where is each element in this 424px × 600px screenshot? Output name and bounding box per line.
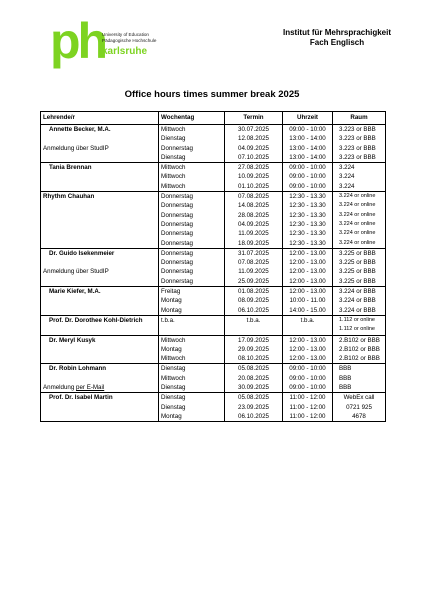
- room-cell: 3.223 or BBB: [333, 153, 386, 163]
- table-row: [41, 201, 386, 210]
- date-cell: 08.10.2025: [225, 354, 283, 364]
- date-cell: 20.08.2025: [225, 374, 283, 383]
- registration-note: [41, 383, 159, 393]
- time-cell: 14:00 - 15.00: [283, 306, 333, 316]
- room-cell: 2.B102 or BBB: [333, 335, 386, 345]
- table-row: [41, 306, 386, 316]
- column-header-lecturer: Lehrende/r: [41, 112, 159, 125]
- email-link[interactable]: per E-Mail: [76, 384, 105, 392]
- room-cell: 3.224: [333, 172, 386, 181]
- date-cell: 23.09.2025: [225, 403, 283, 412]
- table-row: [41, 287, 386, 297]
- room-cell: 3.225 or BBB: [333, 267, 386, 276]
- table-row: [41, 335, 386, 345]
- lecturer-cell-empty: [41, 182, 159, 192]
- weekday-cell: t.b.a.: [159, 315, 225, 325]
- table-row: [41, 239, 386, 249]
- lecturer-cell-empty: [41, 412, 159, 422]
- room-cell: 3.224 or online: [333, 192, 386, 202]
- lecturer-cell-empty: [41, 306, 159, 316]
- weekday-cell: Montag: [159, 306, 225, 316]
- university-logo[interactable]: [50, 13, 160, 72]
- time-cell: 12:30 - 13.30: [283, 211, 333, 220]
- office-hours-table: [40, 111, 386, 422]
- table-row: [41, 248, 386, 258]
- table-row: [41, 211, 386, 220]
- time-cell: 09:00 - 10:00: [283, 172, 333, 181]
- table-row: [41, 267, 386, 276]
- room-cell: 3.225 or BBB: [333, 258, 386, 267]
- weekday-cell: Mittwoch: [159, 354, 225, 364]
- lecturer-name: Dr. Robin Lohmann: [41, 364, 159, 374]
- table-row: [41, 277, 386, 287]
- weekday-cell: Dienstag: [159, 364, 225, 374]
- time-cell: 11:00 - 12:00: [283, 412, 333, 422]
- date-cell: 29.09.2025: [225, 345, 283, 354]
- room-cell: 3.224: [333, 182, 386, 192]
- table-row: [41, 172, 386, 181]
- date-cell: 05.08.2025: [225, 393, 283, 403]
- date-cell: 14.08.2025: [225, 201, 283, 210]
- table-row: [41, 258, 386, 267]
- time-cell: 13:00 - 14:00: [283, 134, 333, 143]
- time-cell: 13:00 - 14:00: [283, 144, 333, 153]
- time-cell: 12:00 - 13.00: [283, 345, 333, 354]
- table-row: [41, 229, 386, 238]
- lecturer-name: Tania Brennan: [41, 163, 159, 173]
- time-cell: 09:00 - 10:00: [283, 163, 333, 173]
- weekday-cell: Donnerstag: [159, 201, 225, 210]
- time-cell: 12:30 - 13.30: [283, 220, 333, 229]
- time-cell: 09:00 - 10:00: [283, 364, 333, 374]
- weekday-cell: Donnerstag: [159, 220, 225, 229]
- room-cell: 3.224 or BBB: [333, 296, 386, 305]
- table-row: [41, 374, 386, 383]
- date-cell: 18.09.2025: [225, 239, 283, 249]
- lecturer-cell-empty: [41, 220, 159, 229]
- lecturer-cell-empty: [41, 211, 159, 220]
- date-cell: 07.08.2025: [225, 192, 283, 202]
- room-cell: 3.224 or online: [333, 229, 386, 238]
- date-cell: 05.08.2025: [225, 364, 283, 374]
- weekday-cell: Montag: [159, 345, 225, 354]
- room-cell: 3.224 or BBB: [333, 287, 386, 297]
- weekday-cell: Mittwoch: [159, 163, 225, 173]
- column-header-room: Raum: [333, 112, 386, 125]
- lecturer-cell-empty: [41, 325, 159, 335]
- date-cell: 27.08.2025: [225, 163, 283, 173]
- date-cell: 07.10.2025: [225, 153, 283, 163]
- room-cell: 1.112 or online: [333, 325, 386, 335]
- date-cell: 01.08.2025: [225, 287, 283, 297]
- date-cell: 28.08.2025: [225, 211, 283, 220]
- lecturer-cell-empty: [41, 296, 159, 305]
- date-cell: 04.09.2025: [225, 144, 283, 153]
- time-cell: 12:30 - 13.30: [283, 192, 333, 202]
- lecturer-cell-empty: [41, 172, 159, 181]
- lecturer-cell-empty: [41, 374, 159, 383]
- room-cell: 3.224 or online: [333, 211, 386, 220]
- table-row: [41, 412, 386, 422]
- room-cell: 2.B102 or BBB: [333, 354, 386, 364]
- date-cell: 25.09.2025: [225, 277, 283, 287]
- date-cell: 06.10.2025: [225, 306, 283, 316]
- table-row: [41, 125, 386, 135]
- table-row: [41, 153, 386, 163]
- room-cell: 2.B102 or BBB: [333, 345, 386, 354]
- room-cell: 1.112 or online: [333, 315, 386, 325]
- time-cell: 09:00 - 10:00: [283, 125, 333, 135]
- time-cell: 09:00 - 10:00: [283, 374, 333, 383]
- logo-city: karlsruhe: [102, 46, 148, 57]
- time-cell: 13:00 - 14:00: [283, 153, 333, 163]
- weekday-cell: Donnerstag: [159, 211, 225, 220]
- date-cell: 04.09.2025: [225, 220, 283, 229]
- weekday-cell: [159, 325, 225, 335]
- time-cell: 12:00 - 13.00: [283, 258, 333, 267]
- room-cell: BBB: [333, 383, 386, 393]
- time-cell: 12:30 - 13.30: [283, 201, 333, 210]
- room-cell: 4678: [333, 412, 386, 422]
- room-cell: BBB: [333, 364, 386, 374]
- date-cell: 08.09.2025: [225, 296, 283, 305]
- time-cell: 12:00 - 13.00: [283, 277, 333, 287]
- time-cell: 11:00 - 12:00: [283, 393, 333, 403]
- lecturer-cell-empty: [41, 354, 159, 364]
- time-cell: 12:30 - 13.30: [283, 239, 333, 249]
- table-row: [41, 364, 386, 374]
- weekday-cell: Donnerstag: [159, 144, 225, 153]
- weekday-cell: Donnerstag: [159, 248, 225, 258]
- time-cell: 12:00 - 13.00: [283, 335, 333, 345]
- weekday-cell: Mittwoch: [159, 374, 225, 383]
- weekday-cell: Freitag: [159, 287, 225, 297]
- lecturer-name: Marie Kiefer, M.A.: [41, 287, 159, 297]
- date-cell: 07.08.2025: [225, 258, 283, 267]
- table-row: [41, 325, 386, 335]
- lecturer-cell-empty: [41, 403, 159, 412]
- weekday-cell: Donnerstag: [159, 229, 225, 238]
- weekday-cell: Montag: [159, 412, 225, 422]
- weekday-cell: Donnerstag: [159, 267, 225, 276]
- weekday-cell: Mittwoch: [159, 182, 225, 192]
- lecturer-cell-empty: [41, 229, 159, 238]
- time-cell: 12:00 - 13.00: [283, 287, 333, 297]
- table-row: [41, 345, 386, 354]
- lecturer-name: Dr. Meryl Kusyk: [41, 335, 159, 345]
- date-cell: 30.09.2025: [225, 383, 283, 393]
- lecturer-name: Prof. Dr. Isabel Martin: [41, 393, 159, 403]
- time-cell: 11:00 - 12:00: [283, 403, 333, 412]
- date-cell: 31.07.2025: [225, 248, 283, 258]
- weekday-cell: Dienstag: [159, 134, 225, 143]
- table-row: [41, 220, 386, 229]
- department-name: Fach Englisch: [309, 38, 365, 47]
- room-cell: 3.225 or BBB: [333, 248, 386, 258]
- time-cell: 12:00 - 13.00: [283, 248, 333, 258]
- table-row: [41, 403, 386, 412]
- room-cell: 3.223 or BBB: [333, 125, 386, 135]
- room-cell: 3.223 or BBB: [333, 144, 386, 153]
- registration-note-prefix: Anmeldung: [43, 384, 77, 392]
- logo-line-1: University of Education: [102, 32, 149, 37]
- time-cell: [283, 325, 333, 335]
- room-cell: 3.224 or online: [333, 239, 386, 249]
- lecturer-cell-empty: [41, 134, 159, 143]
- date-cell: 11.09.2025: [225, 229, 283, 238]
- date-cell: 10.09.2025: [225, 172, 283, 181]
- institute-name: Institut für Mehrsprachigkeit: [282, 28, 391, 37]
- time-cell: 10:00 - 11.00: [283, 296, 333, 305]
- registration-note: Anmeldung über StudIP: [41, 267, 159, 276]
- weekday-cell: Mittwoch: [159, 172, 225, 181]
- table-row: [41, 354, 386, 364]
- column-header-weekday: Wochentag: [159, 112, 225, 125]
- table-row: [41, 383, 386, 393]
- room-cell: 3.224: [333, 163, 386, 173]
- lecturer-cell-empty: [41, 201, 159, 210]
- date-cell: [225, 325, 283, 335]
- room-cell: 0721 925: [333, 403, 386, 412]
- column-header-time: Uhrzeit: [283, 112, 333, 125]
- date-cell: 11.09.2025: [225, 267, 283, 276]
- column-header-date: Termin: [225, 112, 283, 125]
- page-title: Office hours times summer break 2025: [124, 89, 300, 100]
- table-row: [41, 182, 386, 192]
- room-cell: WebEx call: [333, 393, 386, 403]
- time-cell: 09:00 - 10:00: [283, 383, 333, 393]
- logo-mark: ph: [50, 13, 106, 69]
- room-cell: 3.223 or BBB: [333, 134, 386, 143]
- lecturer-name: Dr. Guido Isekenmeier: [41, 248, 159, 258]
- table-row: [41, 393, 386, 403]
- date-cell: t.b.a.: [225, 315, 283, 325]
- time-cell: 09:00 - 10:00: [283, 182, 333, 192]
- date-cell: 12.08.2025: [225, 134, 283, 143]
- time-cell: 12:30 - 13.30: [283, 229, 333, 238]
- room-cell: 3.224 or online: [333, 220, 386, 229]
- lecturer-name: Rhythm Chauhan: [41, 192, 159, 202]
- table-row: [41, 192, 386, 202]
- weekday-cell: Dienstag: [159, 393, 225, 403]
- weekday-cell: Mittwoch: [159, 125, 225, 135]
- time-cell: t.b.a.: [283, 315, 333, 325]
- table-row: [41, 315, 386, 325]
- registration-note: Anmeldung über StudIP: [41, 144, 159, 153]
- institute-heading: [283, 28, 391, 48]
- table-header-row: [41, 112, 386, 125]
- lecturer-name: Prof. Dr. Dorothee Kohl-Dietrich: [41, 315, 159, 325]
- weekday-cell: Montag: [159, 296, 225, 305]
- weekday-cell: Donnerstag: [159, 258, 225, 267]
- weekday-cell: Dienstag: [159, 403, 225, 412]
- lecturer-cell-empty: [41, 258, 159, 267]
- room-cell: 3.224 or online: [333, 201, 386, 210]
- date-cell: 30.07.2025: [225, 125, 283, 135]
- table-row: [41, 134, 386, 143]
- lecturer-name: Annette Becker, M.A.: [41, 125, 159, 135]
- room-cell: 3.224 or BBB: [333, 306, 386, 316]
- weekday-cell: Donnerstag: [159, 277, 225, 287]
- date-cell: 06.10.2025: [225, 412, 283, 422]
- lecturer-cell-empty: [41, 277, 159, 287]
- table-row: [41, 163, 386, 173]
- lecturer-cell-empty: [41, 153, 159, 163]
- weekday-cell: Dienstag: [159, 383, 225, 393]
- lecturer-cell-empty: [41, 239, 159, 249]
- weekday-cell: Mittwoch: [159, 335, 225, 345]
- date-cell: 17.09.2025: [225, 335, 283, 345]
- weekday-cell: Donnerstag: [159, 239, 225, 249]
- room-cell: 3.225 or BBB: [333, 277, 386, 287]
- table-row: [41, 296, 386, 305]
- room-cell: BBB: [333, 374, 386, 383]
- logo-line-2: Pädagogische Hochschule: [102, 38, 157, 43]
- weekday-cell: Donnerstag: [159, 192, 225, 202]
- date-cell: 01.10.2025: [225, 182, 283, 192]
- table-row: [41, 144, 386, 153]
- time-cell: 12:00 - 13.00: [283, 354, 333, 364]
- weekday-cell: Dienstag: [159, 153, 225, 163]
- lecturer-cell-empty: [41, 345, 159, 354]
- time-cell: 12:00 - 13.00: [283, 267, 333, 276]
